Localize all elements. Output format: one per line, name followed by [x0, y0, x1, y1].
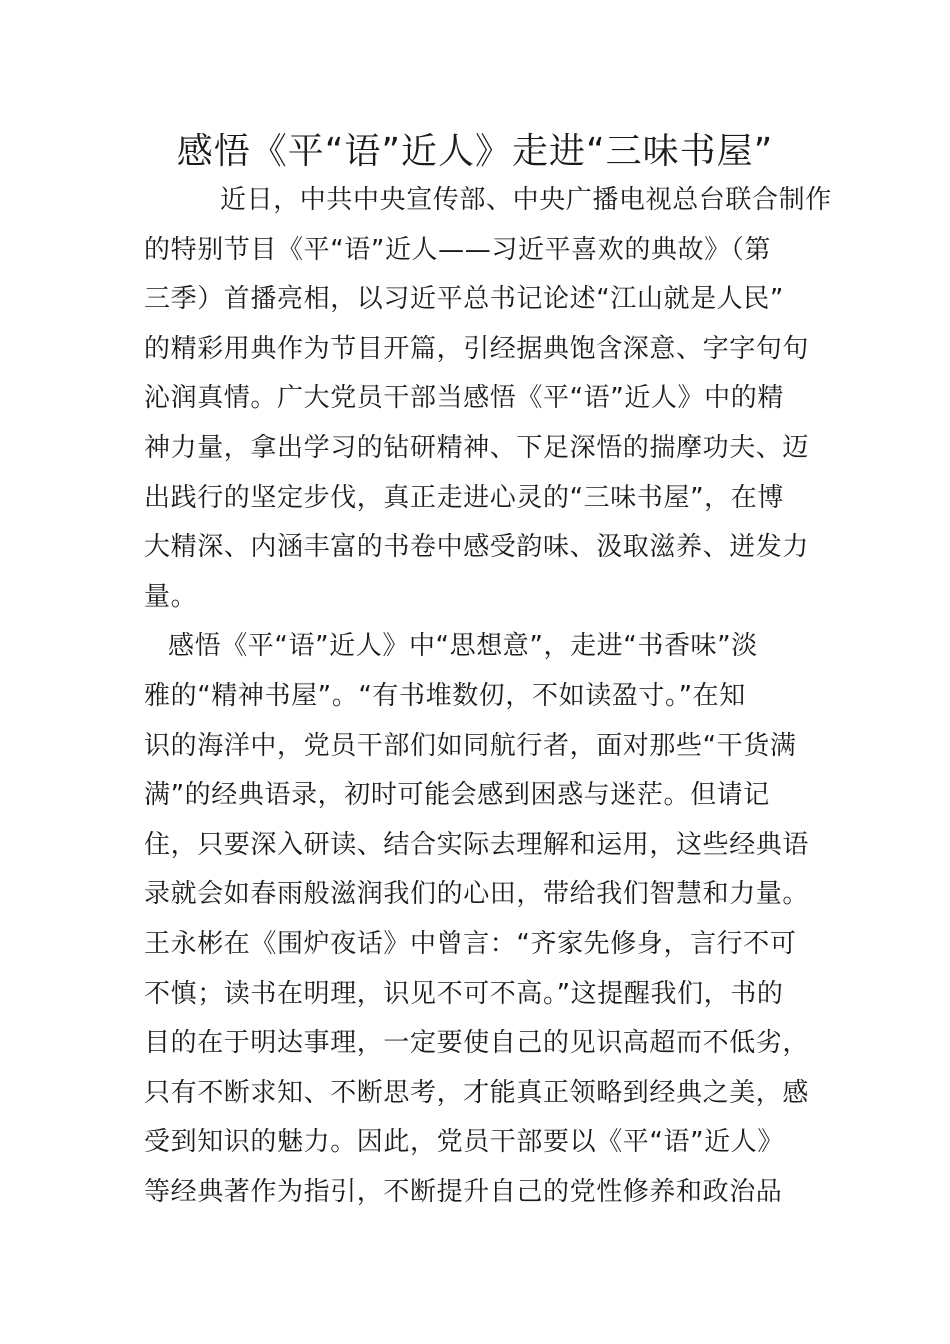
paragraph-1-line: 的特别节目《平“语”近人——习近平喜欢的典故》（第: [144, 234, 771, 265]
paragraph-1-line: 三季）首播亮相，以习近平总书记论述“江山就是人民”: [144, 284, 784, 315]
document-title: 感悟《平“语”近人》走进“三味书屋”: [176, 131, 774, 172]
paragraph-2-line: 满”的经典语录，初时可能会感到困惑与迷茫。但请记: [144, 780, 770, 811]
paragraph-2-line: 识的海洋中，党员干部们如同航行者，面对那些“干货满: [144, 730, 797, 761]
paragraph-1-line: 大精深、内涵丰富的书卷中感受韵味、汲取滋养、迸发力: [144, 532, 810, 563]
document-body: [144, 176, 832, 1217]
paragraph-1-line: 近日，中共中央宣传部、中央广播电视总台联合制作: [220, 185, 832, 215]
paragraph-2-line: 等经典著作为指引，不断提升自己的党性修养和政治品: [144, 1176, 783, 1207]
paragraph-2-line: 感悟《平“语”近人》中“思想意”，走进“书香味”淡: [168, 631, 758, 662]
paragraph-2-line: 只有不断求知、不断思考，才能真正领略到经典之美，感: [144, 1077, 810, 1108]
paragraph-2-line: 不慎；读书在明理，识见不可不高。”这提醒我们，书的: [144, 978, 784, 1009]
paragraph-1-line: 出践行的坚定步伐，真正走进心灵的“三味书屋”，在博: [144, 482, 784, 513]
paragraph-1-line: 的精彩用典作为节目开篇，引经据典饱含深意、字字句句: [144, 333, 810, 364]
paragraph-1-line: 神力量，拿出学习的钻研精神、下足深悟的揣摩功夫、迈: [144, 432, 810, 463]
paragraph-2-line: 录就会如春雨般滋润我们的心田，带给我们智慧和力量。: [144, 879, 810, 910]
paragraph-2-line: 受到知识的魅力。因此，党员干部要以《平“语”近人》: [144, 1127, 784, 1158]
paragraph-1-line: 沁润真情。广大党员干部当感悟《平“语”近人》中的精: [144, 383, 784, 414]
paragraph-2-line: 目的在于明达事理，一定要使自己的见识高超而不低劣，: [144, 1028, 810, 1059]
paragraph-2-line: 王永彬在《围炉夜话》中曾言：“齐家先修身，言行不可: [144, 928, 797, 959]
paragraph-2-line: 雅的“精神书屋”。“有书堆数仞，不如读盈寸。”在知: [144, 680, 746, 711]
paragraph-1-line: 量。: [144, 581, 198, 612]
paragraph-2-line: 住，只要深入研读、结合实际去理解和运用，这些经典语: [144, 829, 810, 860]
